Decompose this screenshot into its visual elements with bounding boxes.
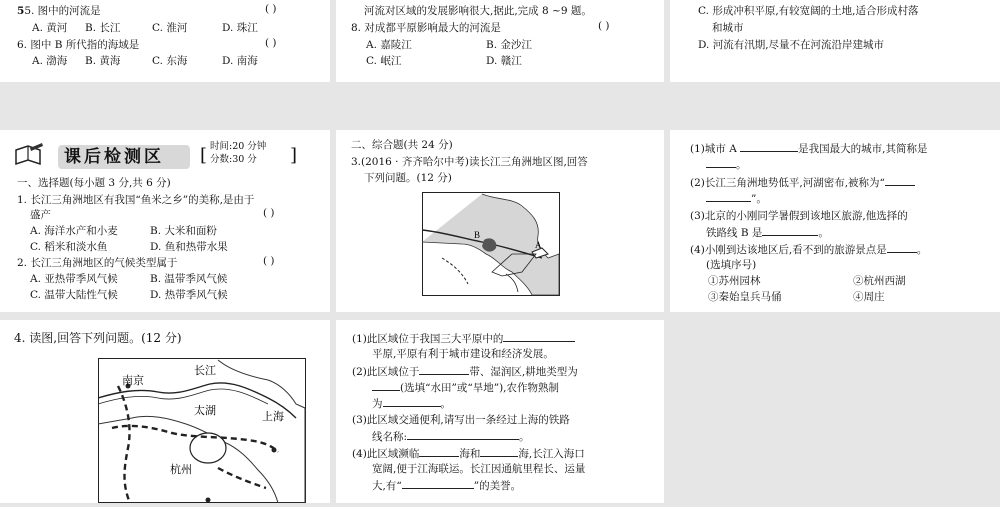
q3-sub3-cont xyxy=(706,224,829,241)
q4-sub3-text: 线名称: xyxy=(372,431,408,443)
spot-option: ④周庄 xyxy=(853,291,885,303)
q4-sub2-text-b: 带、湿润区,耕地类型为 xyxy=(469,366,578,378)
answer-blank[interactable] xyxy=(383,395,441,407)
option: A. 嘉陵江 xyxy=(366,39,412,51)
q4-sub3-period: 。 xyxy=(519,431,530,443)
map-label-shanghai: 上海 xyxy=(262,411,284,423)
option: C. 东海 xyxy=(152,55,188,67)
answer-blank[interactable] xyxy=(407,428,519,440)
section-composite: 二、综合题(共 24 分) xyxy=(351,139,453,151)
answer-blank[interactable] xyxy=(402,477,474,489)
bracket-left: [ xyxy=(200,145,208,166)
option: B. 长江 xyxy=(85,22,121,34)
answer-blank[interactable] xyxy=(885,174,915,186)
answer-blank[interactable] xyxy=(503,330,575,342)
yangtze-delta-map xyxy=(422,192,560,296)
q3-sub2-cont xyxy=(706,190,767,207)
option: A. 亚热带季风气候 xyxy=(30,273,118,285)
option: C. 岷江 xyxy=(366,55,402,67)
q3-sub3-text: 铁路线 B 是 xyxy=(706,227,763,239)
pencil-book-icon xyxy=(14,142,44,168)
fill-hint: (选填序号) xyxy=(706,259,757,271)
question-3: 3.(2016 · 齐齐哈尔中考)读长江三角洲地区图,回答 xyxy=(351,156,588,168)
option: D. 南海 xyxy=(222,55,258,67)
answer-paren: ( ) xyxy=(263,207,275,219)
intro-text: 河流对区域的发展影响很大,据此,完成 8 ~9 题。 xyxy=(364,5,592,17)
answer-paren: ( ) xyxy=(598,20,610,32)
option: A. 黄河 xyxy=(32,22,68,34)
question-8: 8. 对成都平原影响最大的河流是 xyxy=(351,22,501,34)
q4-sub4-text-e: 大,有“ xyxy=(372,480,402,492)
q4-sub1-cont: 平原,平原有利于城市建设和经济发展。 xyxy=(372,348,554,360)
q4-sub2-text-c: (选填“水田”或“旱地”),农作物熟制 xyxy=(400,382,560,394)
answer-blank[interactable] xyxy=(706,190,751,202)
section-choice: 一、选择题(每小题 3 分,共 6 分) xyxy=(17,177,171,189)
panel-bottom-left xyxy=(0,320,330,503)
panel-top-middle xyxy=(336,0,664,82)
map-label-taihu: 太湖 xyxy=(194,405,216,417)
map-label-a: A xyxy=(535,240,542,250)
answer-paren: ( ) xyxy=(265,37,277,49)
q3-sub1-end: 。 xyxy=(736,159,747,171)
panel-bottom-middle xyxy=(336,320,664,503)
q3-sub1 xyxy=(690,140,927,157)
option: B. 大米和面粉 xyxy=(150,225,217,237)
yangtze-region-map xyxy=(98,358,306,503)
q3-sub3: (3)北京的小刚同学暑假到该地区旅游,他选择的 xyxy=(690,210,908,222)
map-label-b: B xyxy=(474,230,481,240)
q3-sub4-text: (4)小刚到达该地区后,看不到的旅游景点是 xyxy=(690,244,887,256)
panel-middle-right xyxy=(670,130,1000,312)
option: D. 鱼和热带水果 xyxy=(150,241,228,253)
panel-top-left xyxy=(0,0,330,82)
question-1-cont: 盛产 xyxy=(30,209,51,221)
answer-blank[interactable] xyxy=(706,156,736,168)
q4-sub2 xyxy=(352,363,578,380)
q4-sub3: (3)此区域交通便利,请写出一条经过上海的铁路 xyxy=(352,414,570,426)
option: C. 温带大陆性气候 xyxy=(30,289,118,301)
answer-blank[interactable] xyxy=(740,140,798,152)
q3-sub2-end: ”。 xyxy=(751,193,767,205)
q4-sub4-text-b: 海和 xyxy=(459,448,481,460)
answer-blank[interactable] xyxy=(480,445,518,457)
answer-paren: ( ) xyxy=(263,255,275,267)
option: C. 淮河 xyxy=(152,22,188,34)
q4-sub4-end xyxy=(372,477,521,494)
answer-blank[interactable] xyxy=(762,224,818,236)
panel-middle-middle xyxy=(336,130,664,312)
time-limit: 时间:20 分钟 xyxy=(210,141,267,152)
question-1: 1. 长江三角洲地区有我国“鱼米之乡”的美称,是由于 xyxy=(17,194,255,206)
map-label-hangzhou: 杭州 xyxy=(170,464,192,476)
q3-sub4 xyxy=(690,241,927,258)
question-5-text: 5. 图中的河流是 xyxy=(24,5,101,17)
answer-blank[interactable] xyxy=(372,379,400,391)
q3-sub4-end: 。 xyxy=(916,244,928,256)
spot-option: ③秦始皇兵马俑 xyxy=(708,291,782,303)
q4-sub2-cont xyxy=(372,379,559,396)
q3-sub2 xyxy=(690,174,915,191)
section-title: 课后检测区 xyxy=(64,147,164,167)
question-3-cont: 下列问题。(12 分) xyxy=(364,172,452,184)
option: B. 黄海 xyxy=(85,55,121,67)
q3-sub2-text: (2)长江三角洲地势低平,河湖密布,被称为“ xyxy=(690,177,885,189)
question-4: 4. 读图,回答下列问题。(12 分) xyxy=(14,331,182,345)
q4-sub4-text-c: 海,长江入海口 xyxy=(518,448,585,460)
option: B. 温带季风气候 xyxy=(150,273,228,285)
answer-blank[interactable] xyxy=(419,363,469,375)
q3-sub1-cont xyxy=(706,156,747,173)
option: A. 海洋水产和小麦 xyxy=(30,225,118,237)
map-label-nanjing: 南京 xyxy=(122,375,144,387)
question-5: 55. 图中的河流是 xyxy=(17,5,101,17)
option: D. 赣江 xyxy=(486,55,522,67)
option: D. 热带季风气候 xyxy=(150,289,228,301)
answer-blank[interactable] xyxy=(419,445,459,457)
option: A. 渤海 xyxy=(32,55,68,67)
option: D. 珠江 xyxy=(222,22,258,34)
q3-sub1-text: (1)城市 A xyxy=(690,143,737,155)
option-c-cont: 和城市 xyxy=(712,22,744,34)
q4-sub1-text: (1)此区域位于我国三大平原中的 xyxy=(352,333,504,345)
question-2: 2. 长江三角洲地区的气候类型属于 xyxy=(17,257,178,269)
option-d: D. 河流有汛期,尽量不在河流沿岸建城市 xyxy=(698,39,885,51)
q4-sub2-text-d: 为 xyxy=(372,398,383,410)
q4-sub3-cont xyxy=(372,428,530,445)
option: B. 金沙江 xyxy=(486,39,532,51)
q4-sub4-text-f: ”的美誉。 xyxy=(473,480,522,492)
q4-sub1 xyxy=(352,330,575,347)
option: C. 稻米和淡水鱼 xyxy=(30,241,108,253)
score-total: 分数:30 分 xyxy=(210,154,257,165)
answer-paren: ( ) xyxy=(265,3,277,15)
spot-option: ①苏州园林 xyxy=(708,275,761,287)
q4-sub4-cont: 宽阔,便于江海联运。长江因通航里程长、运量 xyxy=(372,463,586,475)
panel-top-right xyxy=(670,0,1000,82)
q3-sub1-text-b: 是我国最大的城市,其简称是 xyxy=(798,143,928,155)
q4-sub4 xyxy=(352,445,585,462)
q3-sub3-end: 。 xyxy=(818,227,829,239)
answer-blank[interactable] xyxy=(887,241,917,253)
bracket-right: ] xyxy=(290,145,298,166)
q4-sub2-period: 。 xyxy=(440,398,451,410)
q4-sub4-text: (4)此区域濒临 xyxy=(352,448,420,460)
panel-middle-left xyxy=(0,130,330,312)
q4-sub2-text: (2)此区域位于 xyxy=(352,366,420,378)
question-6: 6. 图中 B 所代指的海域是 xyxy=(17,39,140,51)
map-label-changjiang: 长江 xyxy=(194,365,216,377)
spot-option: ②杭州西湖 xyxy=(853,275,906,287)
option-c: C. 形成冲积平原,有较宽阔的土地,适合形成村落 xyxy=(698,5,919,17)
q4-sub2-end xyxy=(372,395,451,412)
